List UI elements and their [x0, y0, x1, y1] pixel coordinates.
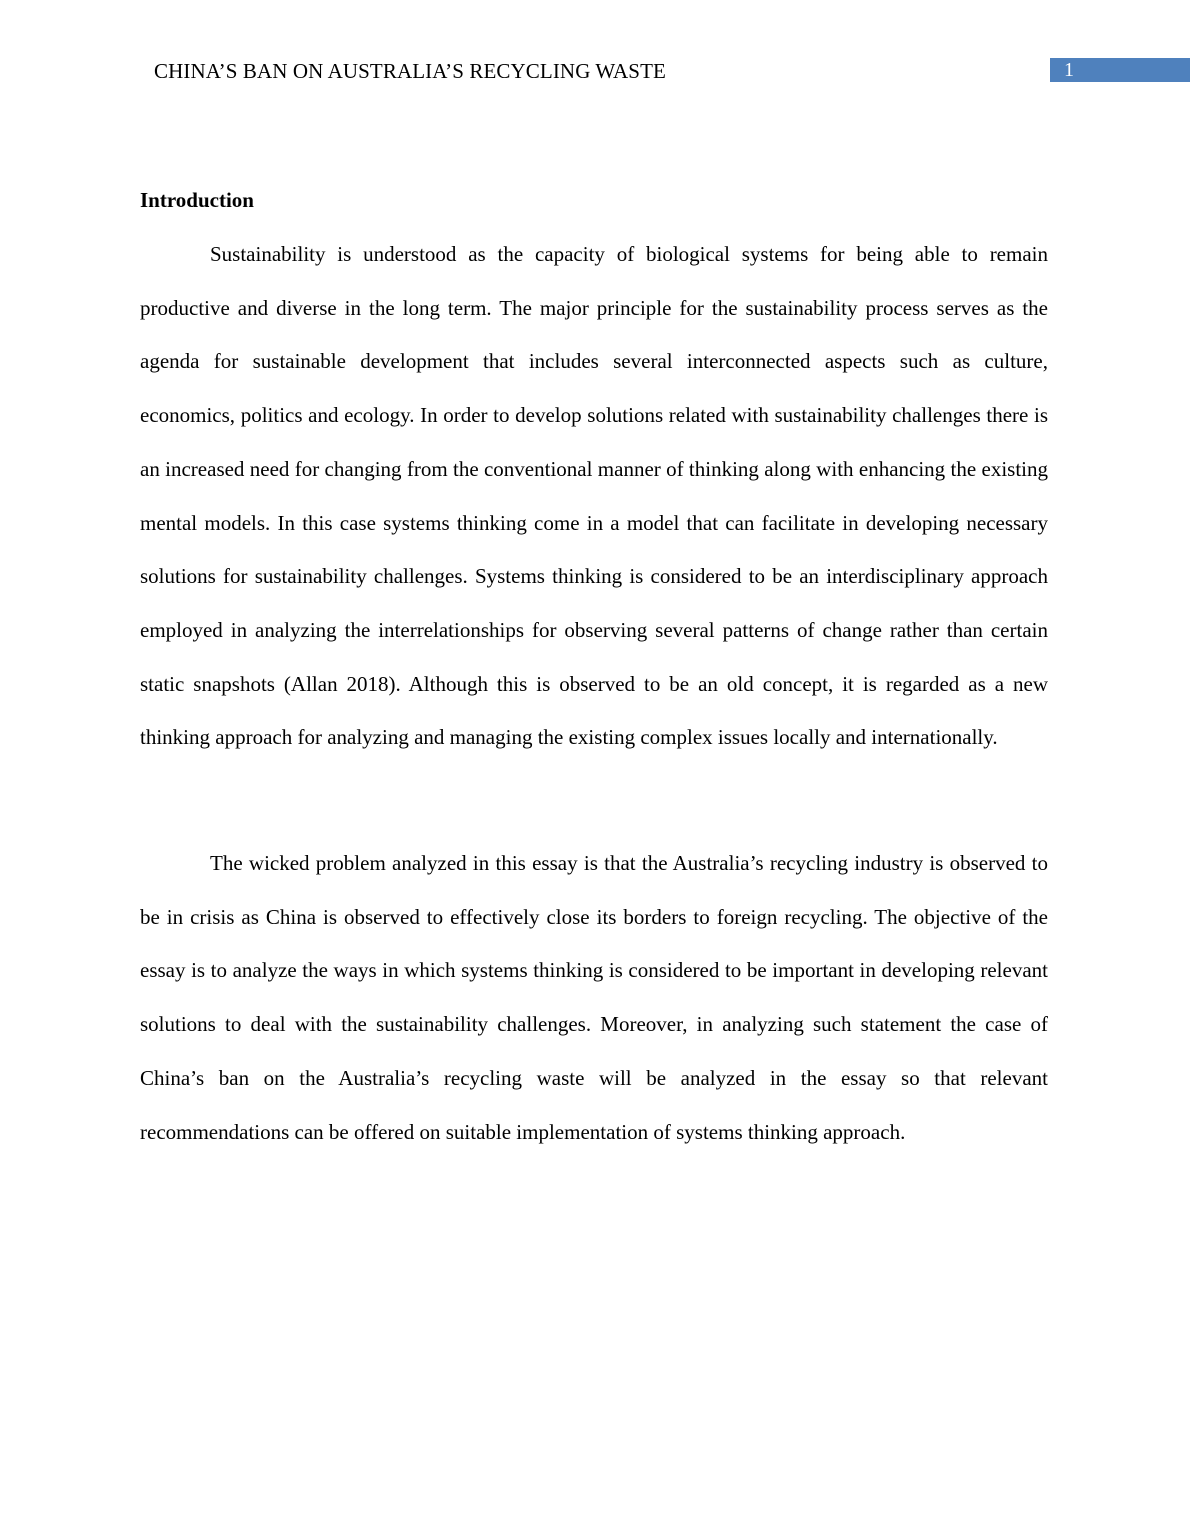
section-heading: Introduction — [140, 188, 254, 212]
running-head: CHINA’S BAN ON AUSTRALIA’S RECYCLING WASTE — [154, 59, 666, 83]
paragraph: Sustainability is understood as the capacity of biological systems for being able to remain productive and diverse in the long term. The major principle for the sustainability process serves as the agenda for sustainable development that includes several interconnected aspects such as culture, economics, politics and ecology. In order to develop solutions related with sustainability challenges there is an increased need for changing from the conventional manner of thinking along with enhancing the existing mental models. In this case systems thinking come in a model that can facilitate in developing necessary solutions for sustainability challenges. Systems thinking is considered to be an interdisciplinary approach employed in analyzing the interrelationships for observing several patterns of change rather than certain static snapshots (Allan 2018). Although this is observed to be an old concept, it is regarded as a new thinking approach for analyzing and managing the existing complex issues locally and internationally. — [140, 242, 1048, 750]
paragraph: The wicked problem analyzed in this essay is that the Australia’s recycling industry is observed to be in crisis as China is observed to effectively close its borders to foreign recycling. The objective of the essay is to analyze the ways in which systems thinking is considered to be important in developing relevant solutions to deal with the sustainability challenges. Moreover, in analyzing such statement the case of China’s ban on the Australia’s recycling waste will be analyzed in the essay so that relevant recommendations can be offered on suitable implementation of systems thinking approach. — [140, 851, 1048, 1144]
page-number-badge — [1050, 58, 1190, 82]
page-number: 1 — [1064, 59, 1074, 81]
